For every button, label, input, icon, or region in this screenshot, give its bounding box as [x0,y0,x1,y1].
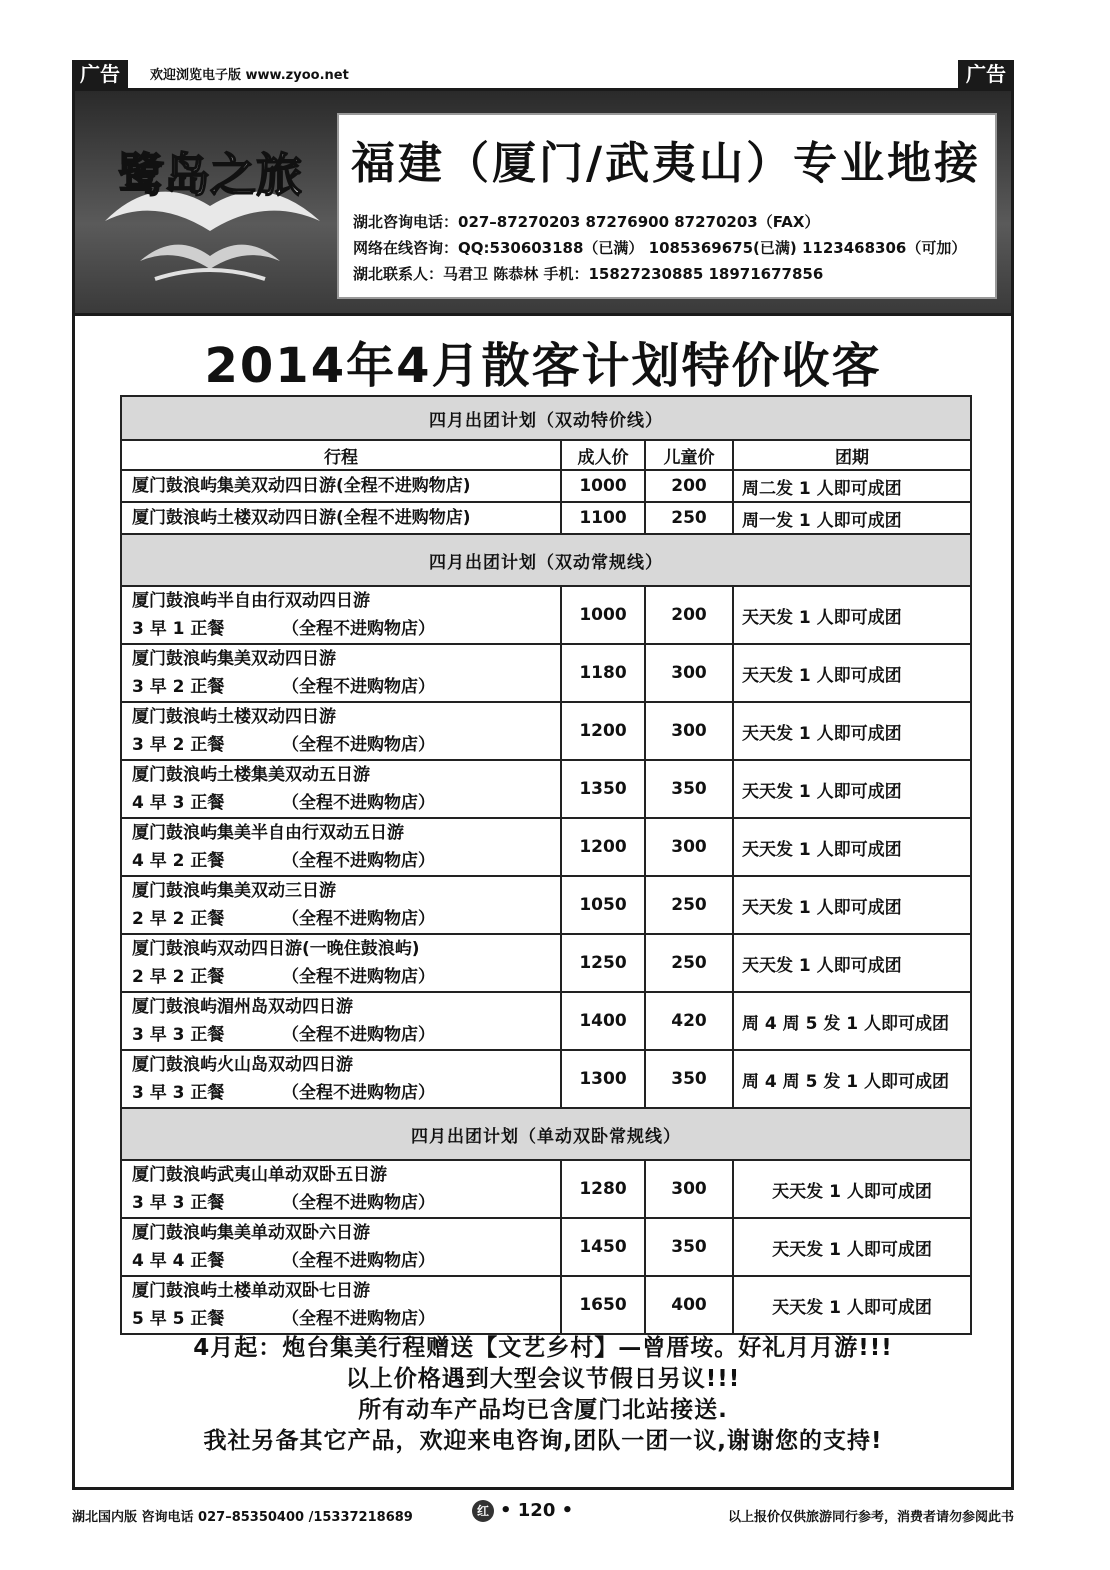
table-row [121,1160,971,1218]
table-row [121,934,971,992]
table-row [121,760,971,818]
column-header-route: 行程 [121,440,561,470]
route-meals: 3 早 2 正餐 [132,677,225,697]
table-row [121,1276,971,1334]
page-number: • 120 • [500,1500,574,1521]
route-meals: 4 早 2 正餐 [132,851,225,871]
adult-price: 1000 [561,586,645,644]
route-meta [132,963,560,991]
child-price: 200 [645,470,733,502]
departure-period: 周一发 1 人即可成团 [733,502,971,534]
route-note: （全程不进购物店） [282,735,435,755]
logo-text: 鹭岛之旅 [118,148,302,202]
note-line: 我社另备其它产品，欢迎来电咨询,团队一团一议,谢谢您的支持! [203,1428,883,1454]
header [75,91,1011,316]
notes-block [75,1333,1011,1457]
note-line: 以上价格遇到大型会议节假日另议!!! [345,1366,741,1392]
route-meals: 2 早 2 正餐 [132,967,225,987]
price-table [120,395,972,1335]
route-meals: 3 早 3 正餐 [132,1025,225,1045]
route-cell: 厦门鼓浪屿集美双动四日游(全程不进购物店) [121,470,561,502]
section-title: 四月出团计划（单动双卧常规线） [121,1108,971,1160]
route-meals: 4 早 4 正餐 [132,1251,225,1271]
footer-left: 湖北国内版 咨询电话 027–85350400 /15337218689 [72,1510,413,1525]
route-cell [121,586,561,644]
route-meta [132,789,560,817]
departure-period: 周 4 周 5 发 1 人即可成团 [733,992,971,1050]
route-note: （全程不进购物店） [282,619,435,639]
adult-price: 1650 [561,1276,645,1334]
table-row [121,470,971,502]
route-note: （全程不进购物店） [282,851,435,871]
page-title: 2014年4月散客计划特价收客 [204,338,882,394]
route-cell [121,876,561,934]
child-price: 250 [645,876,733,934]
route-note: （全程不进购物店） [282,1193,435,1213]
section-header-row [121,396,971,440]
departure-period: 天天发 1 人即可成团 [733,644,971,702]
ad-label-right: 广告 [958,60,1014,88]
departure-period: 周 4 周 5 发 1 人即可成团 [733,1050,971,1108]
route-name: 厦门鼓浪屿集美单动双卧六日游 [132,1223,370,1243]
child-price: 300 [645,818,733,876]
company-logo [85,111,335,291]
route-meals: 2 早 2 正餐 [132,909,225,929]
route-cell [121,760,561,818]
departure-period: 天天发 1 人即可成团 [733,876,971,934]
route-meals: 3 早 2 正餐 [132,735,225,755]
table-row [121,1218,971,1276]
section-header-row [121,1108,971,1160]
child-price: 420 [645,992,733,1050]
route-cell [121,1218,561,1276]
departure-period: 天天发 1 人即可成团 [733,586,971,644]
child-price: 250 [645,502,733,534]
adult-price: 1300 [561,1050,645,1108]
contact-box [337,113,997,299]
table-row [121,876,971,934]
child-price: 350 [645,1050,733,1108]
route-cell [121,1276,561,1334]
route-meta [132,847,560,875]
route-name: 厦门鼓浪屿湄州岛双动四日游 [132,997,353,1017]
route-meta [132,673,560,701]
departure-period: 天天发 1 人即可成团 [733,934,971,992]
route-cell [121,644,561,702]
departure-period: 周二发 1 人即可成团 [733,470,971,502]
route-cell: 厦门鼓浪屿土楼双动四日游(全程不进购物店) [121,502,561,534]
route-note: （全程不进购物店） [282,909,435,929]
departure-period: 天天发 1 人即可成团 [733,818,971,876]
child-price: 300 [645,1160,733,1218]
route-note: （全程不进购物店） [282,677,435,697]
footer-disclaimer: 以上报价仅供旅游同行参考，消费者请勿参阅此书 [727,1510,1014,1525]
phone-line: 湖北咨询电话：027–87270203 87276900 87270203（FAX） [353,213,820,231]
route-note: （全程不进购物店） [282,1309,435,1329]
top-strip [72,60,1014,88]
adult-price: 1350 [561,760,645,818]
route-note: （全程不进购物店） [282,793,435,813]
contact-person-line: 湖北联系人：马君卫 陈恭林 手机：15827230885 18971677856 [353,265,824,283]
departure-period: 天天发 1 人即可成团 [733,1218,971,1276]
route-name: 厦门鼓浪屿武夷山单动双卧五日游 [132,1165,387,1185]
adult-price: 1000 [561,470,645,502]
column-header-adult-price: 成人价 [561,440,645,470]
adult-price: 1180 [561,644,645,702]
route-cell [121,992,561,1050]
departure-period: 天天发 1 人即可成团 [733,702,971,760]
table-row [121,502,971,534]
child-price: 350 [645,760,733,818]
table-row [121,702,971,760]
route-note: （全程不进购物店） [282,967,435,987]
route-name: 厦门鼓浪屿土楼双动四日游 [132,707,336,727]
section-header-row [121,534,971,586]
route-meta [132,1021,560,1049]
route-meta [132,1189,560,1217]
adult-price: 1100 [561,502,645,534]
route-meals: 3 早 3 正餐 [132,1193,225,1213]
route-cell [121,1160,561,1218]
note-line: 所有动车产品均已含厦门北站接送. [358,1397,728,1423]
route-meta [132,1305,560,1333]
route-name: 厦门鼓浪屿双动四日游(一晚住鼓浪屿) [132,939,420,959]
table-row [121,992,971,1050]
table-row [121,1050,971,1108]
route-name: 厦门鼓浪屿土楼集美双动五日游 [132,765,370,785]
route-meals: 5 早 5 正餐 [132,1309,225,1329]
route-meals: 3 早 3 正餐 [132,1083,225,1103]
section-title: 四月出团计划（双动常规线） [121,534,971,586]
route-note: （全程不进购物店） [282,1251,435,1271]
route-meta [132,1247,560,1275]
route-meta [132,731,560,759]
route-meta [132,905,560,933]
route-meta [132,615,560,643]
column-header-period: 团期 [733,440,971,470]
adult-price: 1400 [561,992,645,1050]
column-header-row [121,440,971,470]
online-consult-line: 网络在线咨询：QQ:530603188（已满） 1085369675(已满) 1123468306（可加） [353,239,967,257]
adult-price: 1200 [561,818,645,876]
table-row [121,818,971,876]
child-price: 200 [645,586,733,644]
child-price: 250 [645,934,733,992]
child-price: 300 [645,702,733,760]
table-row [121,586,971,644]
adult-price: 1450 [561,1218,645,1276]
table-row [121,644,971,702]
departure-period: 天天发 1 人即可成团 [733,760,971,818]
adult-price: 1250 [561,934,645,992]
route-name: 厦门鼓浪屿土楼单动双卧七日游 [132,1281,370,1301]
route-cell [121,1050,561,1108]
adult-price: 1280 [561,1160,645,1218]
route-meta [132,1079,560,1107]
child-price: 350 [645,1218,733,1276]
route-name: 厦门鼓浪屿集美双动四日游 [132,649,336,669]
child-price: 300 [645,644,733,702]
note-line: 4月起：炮台集美行程赠送【文艺乡村】—曾厝垵。好礼月月游!!! [193,1335,893,1361]
route-name: 厦门鼓浪屿半自由行双动四日游 [132,591,370,611]
child-price: 400 [645,1276,733,1334]
footer [72,1500,1014,1530]
page-number-block [472,1500,573,1522]
route-meals: 3 早 1 正餐 [132,619,225,639]
edition-mark: 红 [472,1500,494,1522]
departure-period: 天天发 1 人即可成团 [733,1276,971,1334]
ad-frame [72,88,1014,1490]
company-title: 福建（厦门/武夷山）专业地接 [351,138,982,189]
route-name: 厦门鼓浪屿集美半自由行双动五日游 [132,823,404,843]
route-note: （全程不进购物店） [282,1083,435,1103]
route-cell [121,818,561,876]
route-name: 厦门鼓浪屿集美双动三日游 [132,881,336,901]
column-header-child-price: 儿童价 [645,440,733,470]
adult-price: 1200 [561,702,645,760]
route-meals: 4 早 3 正餐 [132,793,225,813]
ad-label-left: 广告 [72,60,128,88]
adult-price: 1050 [561,876,645,934]
section-title: 四月出团计划（双动特价线） [121,396,971,440]
route-name: 厦门鼓浪屿火山岛双动四日游 [132,1055,353,1075]
departure-period: 天天发 1 人即可成团 [733,1160,971,1218]
route-note: （全程不进购物店） [282,1025,435,1045]
welcome-text: 欢迎浏览电子版 www.zyoo.net [150,68,349,83]
route-cell [121,702,561,760]
route-cell [121,934,561,992]
